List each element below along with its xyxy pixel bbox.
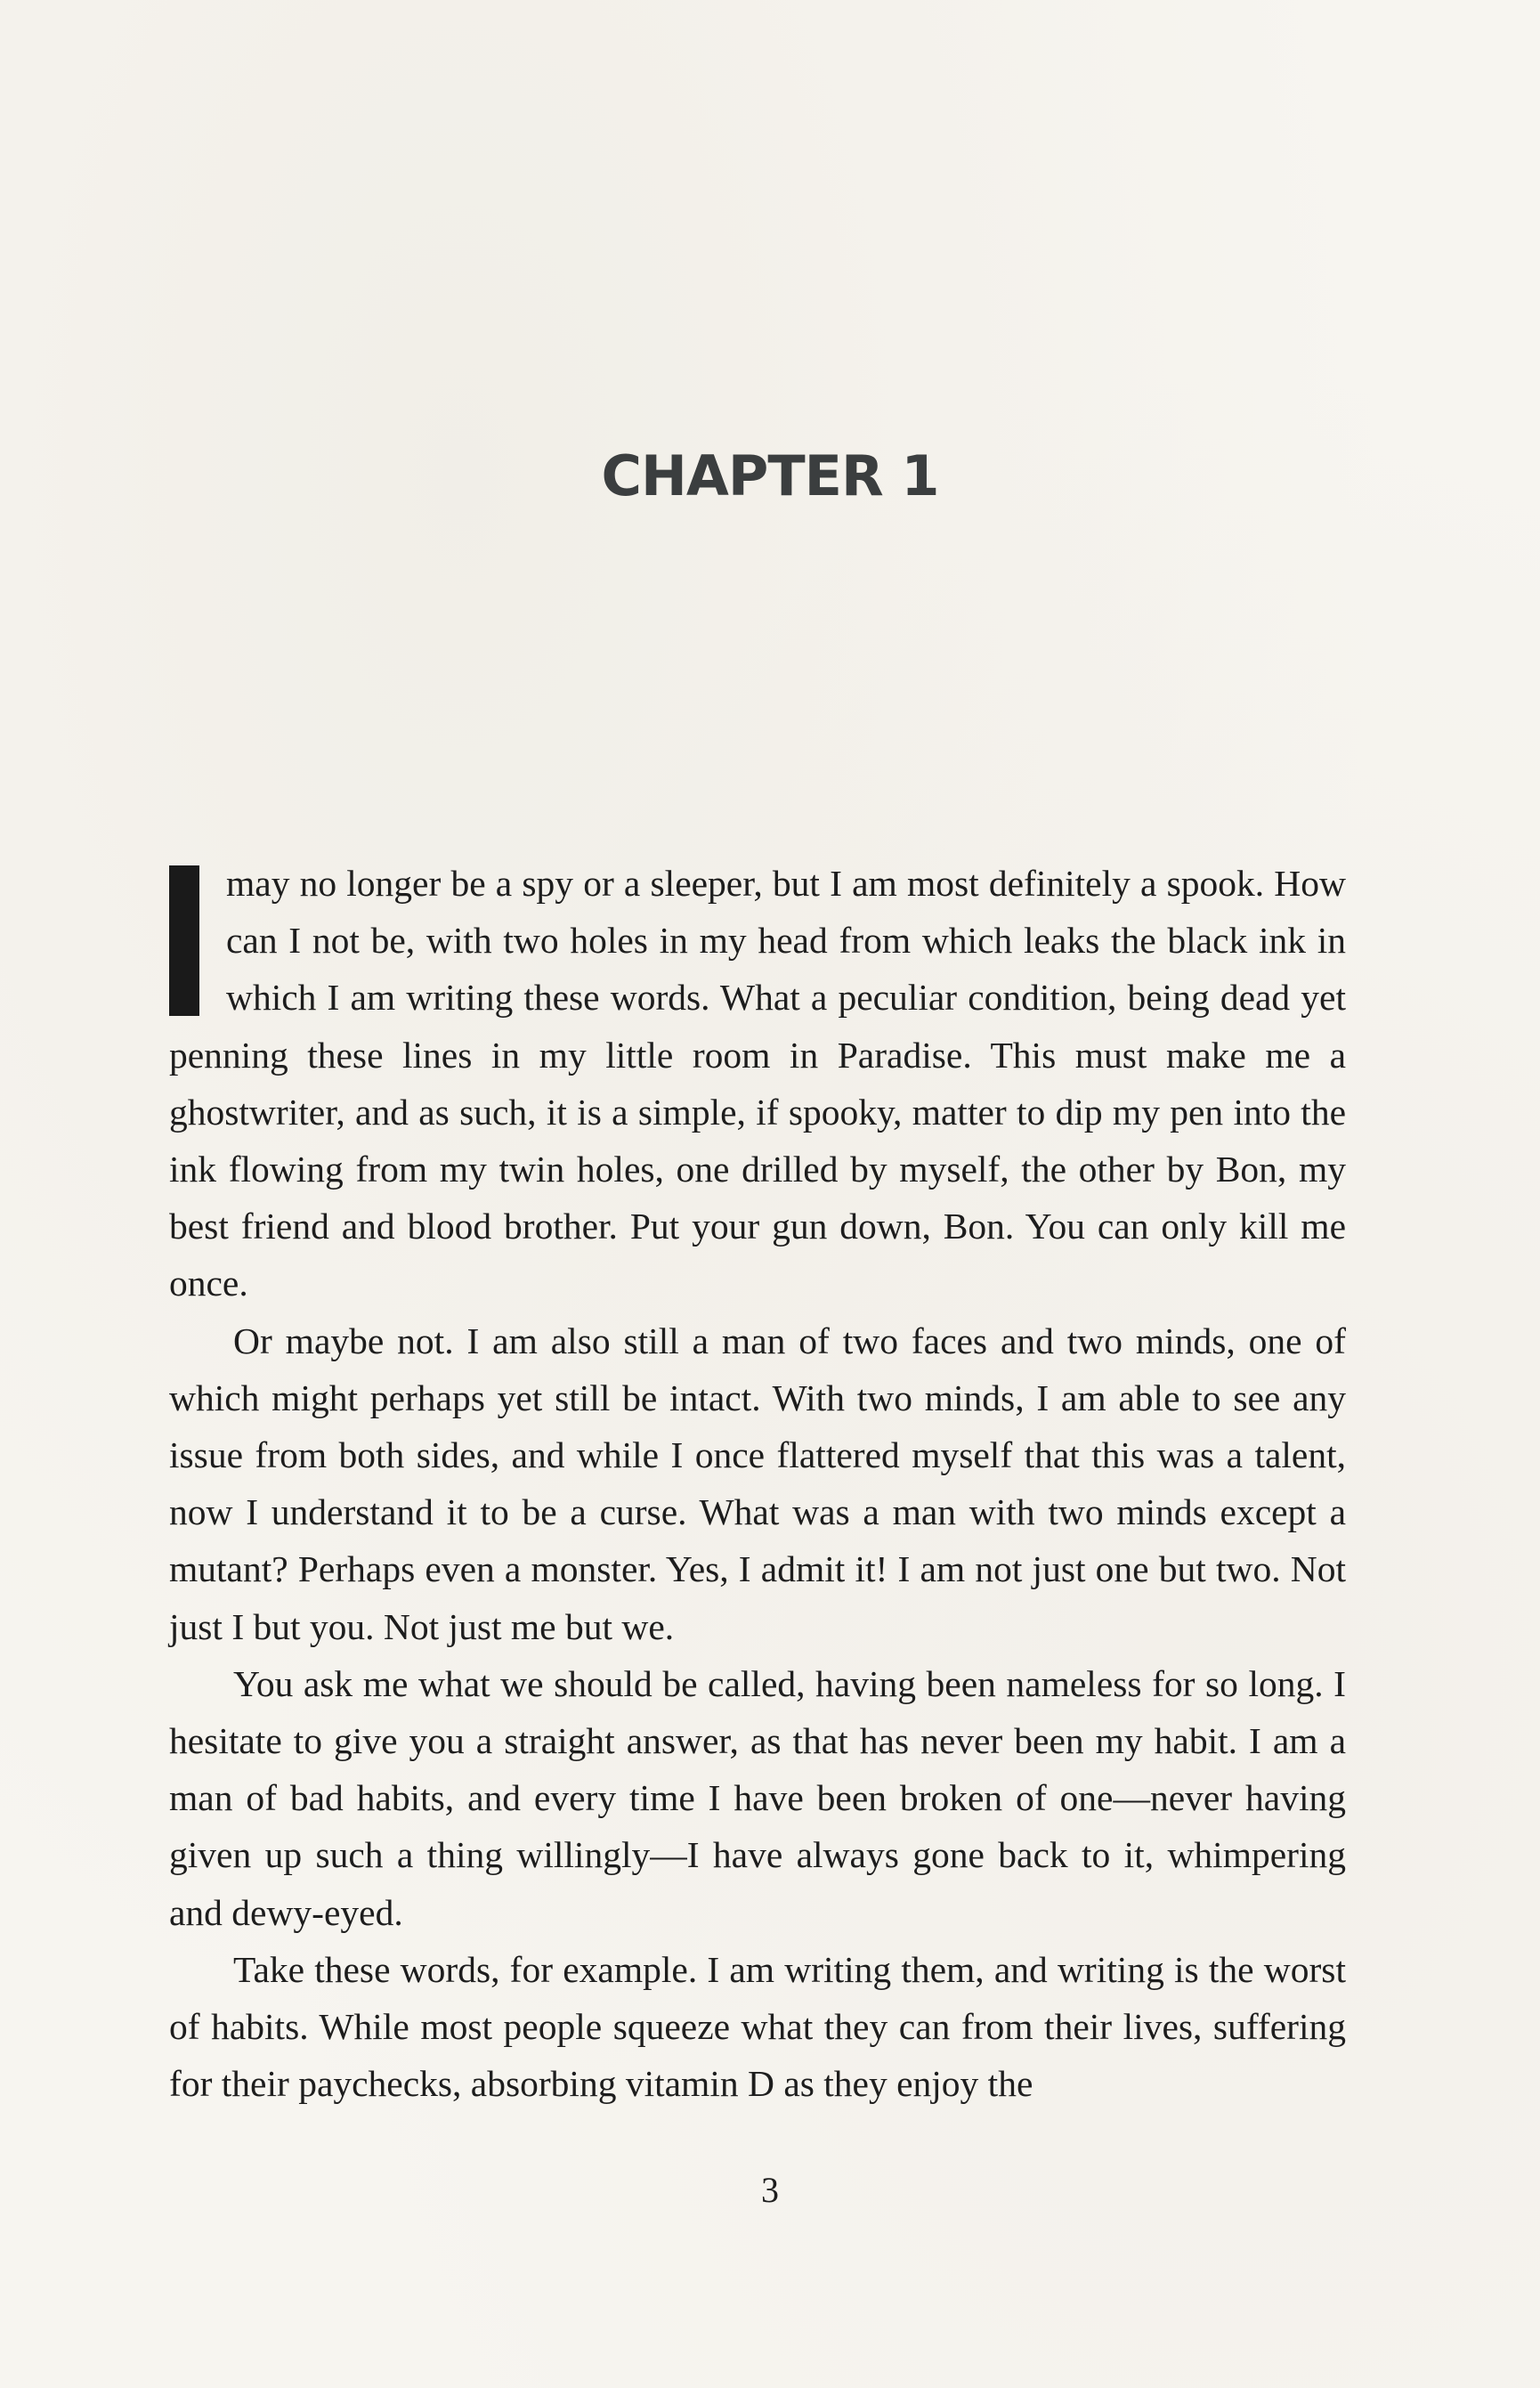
drop-cap-i	[169, 865, 199, 1016]
paragraph-2: Or maybe not. I am also still a man of two faces and two minds, one of which might perhaps yet still be intact. With two minds, I am able to see any issue from both sides, and while I once flattered myself that this was a talent, now I understand it to be a curse. What was a man with two minds except a mutant? Perhaps even a monster. Yes, I admit it! I am not just one but two. Not just I but you. Not just me but we.	[169, 1320, 1346, 1647]
paragraph-4: Take these words, for example. I am writing them, and writing is the worst of habits. While most people squeeze what they can from their lives, suffering for their paychecks, absorbing vitamin D as they enjoy the	[169, 1948, 1346, 2105]
paragraph-3: You ask me what we should be called, having been nameless for so long. I hesitate to give you a straight answer, as that has never been my habit. I am a man of bad habits, and every time I have been broken of one—never having given up such a thing willingly—I have always gone back to it, whimpering and dewy-eyed.	[169, 1662, 1346, 1933]
paragraph-1-text: may no longer be a spy or a sleeper, but I am most definitely a spook. How can I not be, with two holes in my head from which leaks the black ink in which I am writing these words. What a peculiar condition, being dead yet penning these lines in my little room in Paradise. This must make me a ghostwriter, and as such, it is a simple, if spooky, matter to dip my pen into the ink flowing from my twin holes, one drilled by myself, the other by Bon, my best friend and blood brother. Put your gun down, Bon. You can only kill me once.	[169, 863, 1346, 1304]
chapter-heading: CHAPTER 1	[601, 443, 939, 508]
body-text	[169, 855, 1346, 2112]
paragraph-1	[169, 855, 1346, 1312]
page-number: 3	[761, 2170, 779, 2210]
